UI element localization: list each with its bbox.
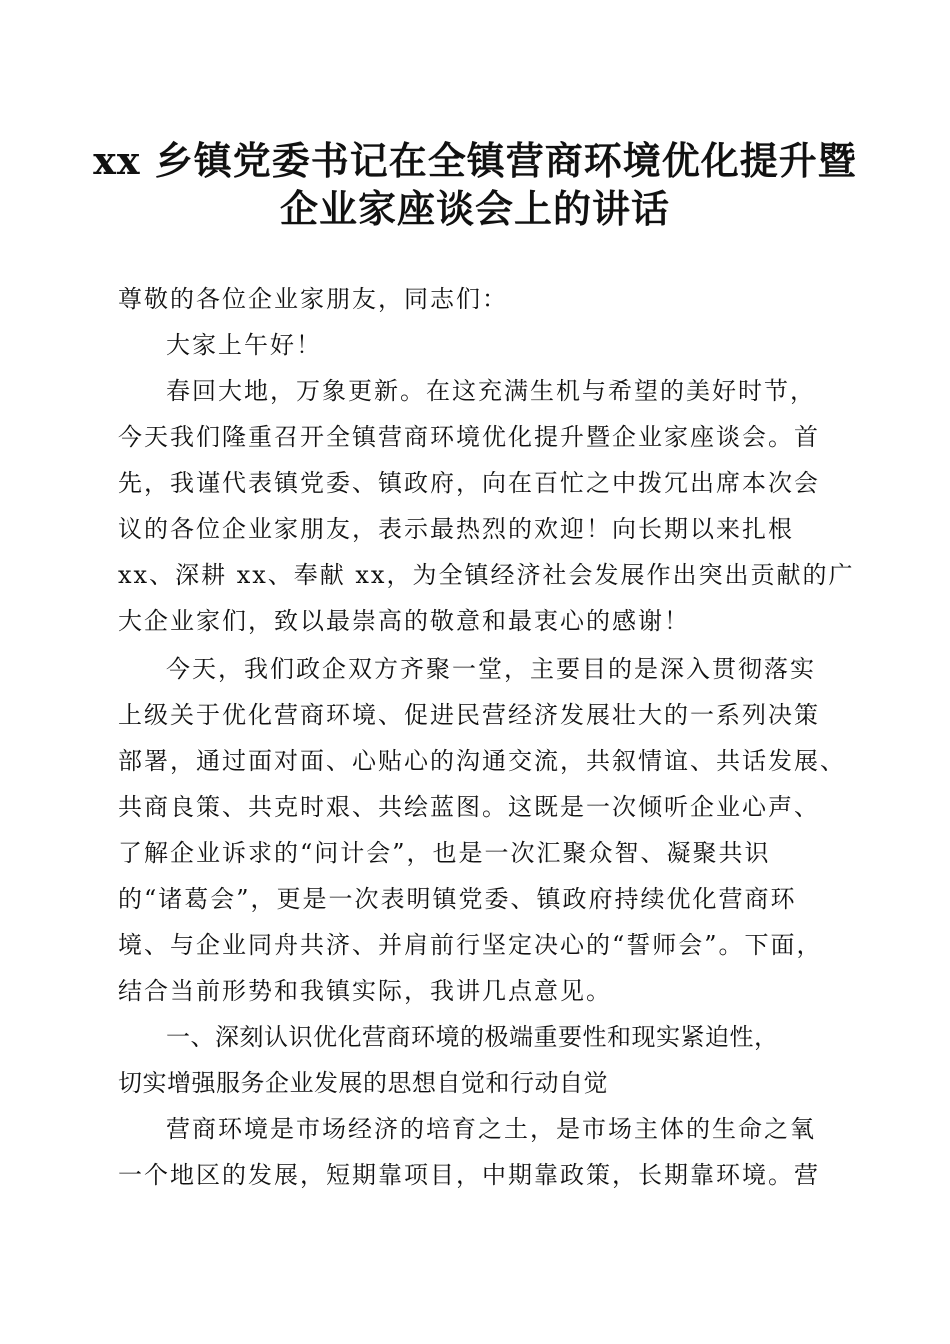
section-heading-line-1: 一、深刻认识优化营商环境的极端重要性和现实紧迫性，: [166, 1023, 779, 1051]
paragraph-line: 的“诸葛会”，更是一次表明镇党委、镇政府持续优化营商环: [118, 885, 797, 913]
paragraph-line: 上级关于优化营商环境、促进民营经济发展壮大的一系列决策: [118, 701, 820, 729]
paragraph-line: 结合当前形势和我镇实际，我讲几点意见。: [118, 977, 612, 1005]
salutation: 尊敬的各位企业家朋友，同志们：: [118, 285, 508, 313]
section-heading-line-2: 切实增强服务企业发展的思想自觉和行动自觉: [118, 1069, 608, 1097]
paragraph-line: 春回大地，万象更新。在这充满生机与希望的美好时节，: [166, 377, 816, 405]
paragraph-line: 今天我们隆重召开全镇营商环境优化提升暨企业家座谈会。首: [118, 423, 820, 451]
paragraph-line: 境、与企业同舟共济、并肩前行坚定决心的“誓师会”。下面，: [118, 931, 823, 959]
paragraph-line: 今天，我们政企双方齐聚一堂，主要目的是深入贯彻落实: [166, 655, 816, 683]
paragraph-line: 共商良策、共克时艰、共绘蓝图。这既是一次倾听企业心声、: [118, 793, 820, 821]
paragraph-line: 先，我谨代表镇党委、镇政府，向在百忙之中拨冗出席本次会: [118, 469, 820, 497]
paragraph-line: 议的各位企业家朋友，表示最热烈的欢迎！向长期以来扎根: [118, 515, 794, 543]
document-title-line-1: xx 乡镇党委书记在全镇营商环境优化提升暨: [93, 138, 857, 183]
document-title-line-2: 企业家座谈会上的讲话: [279, 186, 670, 231]
paragraph-line: 部署，通过面对面、心贴心的沟通交流，共叙情谊、共话发展、: [118, 747, 846, 775]
greeting: 大家上午好！: [166, 331, 322, 359]
paragraph-line: 一个地区的发展，短期靠项目，中期靠政策，长期靠环境。营: [118, 1161, 820, 1189]
paragraph-line: 营商环境是市场经济的培育之土，是市场主体的生命之氧: [166, 1115, 816, 1143]
paragraph-line: 了解企业诉求的“问计会”，也是一次汇聚众智、凝聚共识: [118, 839, 771, 867]
paragraph-line: xx、深耕 xx、奉献 xx，为全镇经济社会发展作出突出贡献的广: [118, 561, 855, 589]
paragraph-line: 大企业家们，致以最崇高的敬意和最衷心的感谢！: [118, 607, 690, 635]
